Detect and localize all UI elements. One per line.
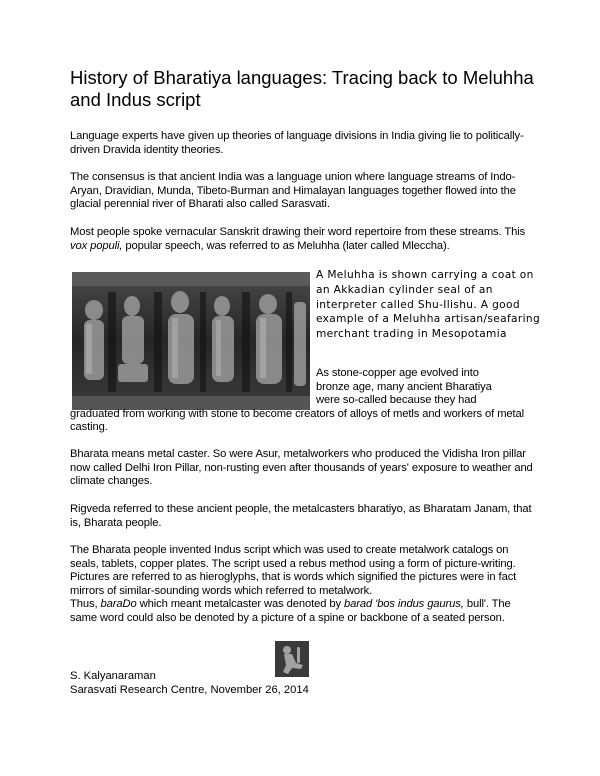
paragraph-barado <box>70 598 540 625</box>
image-caption: A Meluhha is shown carrying a coat on an Akkadian cylinder seal of an interpreter called Shu-Ilishu. A good example of a Meluhha artisan/seafaring merchant trading in Mesopotamia <box>316 269 541 341</box>
paragraph-consensus: The consensus is that ancient India was a language union where language streams of Indo-Aryan, Dravidian, Munda, Tibeto-Burman and Himalayan languages together flowed into the glacial perennial river of Bharati also called Sarasvati. <box>70 171 516 211</box>
paragraph-bronze-age-line1: As stone-copper age evolved into <box>316 367 479 379</box>
page-title: History of Bharatiya languages: Tracing back to Meluhha and Indus script <box>70 67 534 110</box>
italic-term-barado: baraDo <box>100 598 137 610</box>
italic-term-barad: barad 'bos indus gaurus, <box>344 598 464 610</box>
text-run: which meant metalcaster was denoted by <box>136 598 345 610</box>
akkadian-cylinder-seal-image <box>72 272 310 410</box>
text-run: Most people spoke vernacular Sanskrit drawing their word repertoire from these streams. This <box>70 226 526 238</box>
text-run: bull'. The same word could also be denoted by a picture of a spine or backbone of a seated person. <box>70 598 511 624</box>
paragraph-language-experts: Language experts have given up theories of language divisions in India giving lie to politically-driven Dravida identity theories. <box>70 130 524 156</box>
author-affiliation-date: Sarasvati Research Centre, November 26, 2014 <box>70 684 309 696</box>
seal-illustration <box>72 272 310 410</box>
italic-term-vox-populi: vox populi, <box>70 239 123 252</box>
paragraph-bharata-metal-caster: Bharata means metal caster. So were Asur, metalworkers who produced the Vidisha Iron pillar now called Delhi Iron Pillar, non-rusting even after thousands of years' exposure to weather and climate changes. <box>70 448 533 488</box>
paragraph-indus-script: The Bharata people invented Indus script which was used to create metalwork catalogs on seals, tablets, copper plates. The script used a rebus method using a form of picture-writing. Pictures are referred to as hieroglyphs, that is words which signified the pictures were in fact mirrors of similar-sounding words which referred to metalwork. <box>70 544 517 597</box>
paragraph-bronze-age-rest: graduated from working with stone to become creators of alloys of metls and workers of metal casting. <box>70 407 525 434</box>
author-name: S. Kalyanaraman <box>70 670 156 682</box>
text-run: Thus, <box>70 598 101 610</box>
paragraph-rigveda: Rigveda referred to these ancient people, the metalcasters bharatiyo, as Bharatam Janam, that is, Bharata people. <box>70 503 532 529</box>
text-run: popular speech, was referred to as Meluhha (later called Mleccha). <box>122 239 450 252</box>
paragraph-bronze-age-line3: were so-called because they had <box>316 394 477 407</box>
paragraph-bronze-age-line2: bronze age, many ancient Bharatiya <box>316 380 492 393</box>
paragraph-vernacular <box>70 226 540 253</box>
signature-block <box>70 669 470 697</box>
